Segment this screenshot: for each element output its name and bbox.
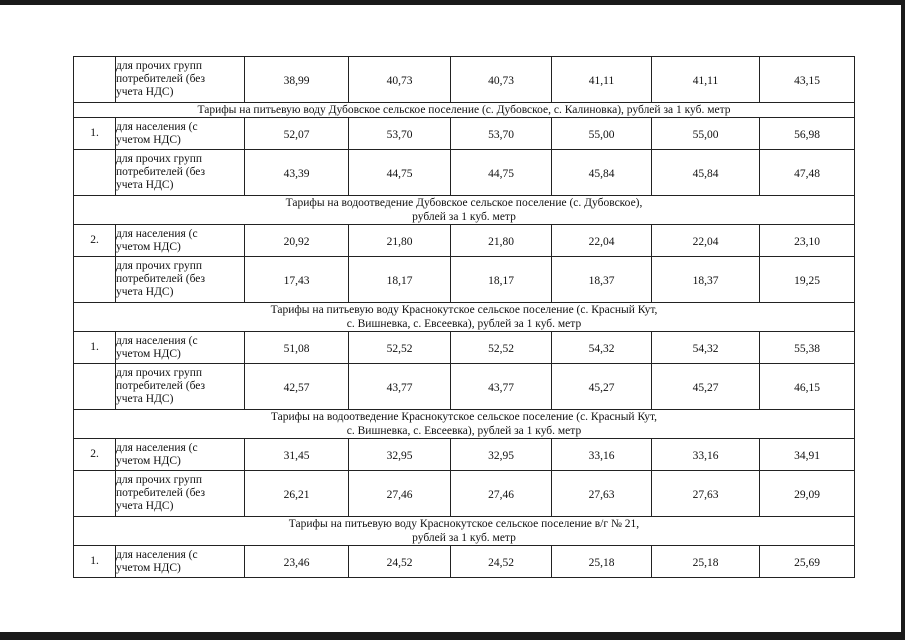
consumer-group-label-line: для прочих групп (116, 153, 203, 165)
tariff-value: 55,00 (692, 129, 719, 141)
consumer-group-label-line: для прочих групп (116, 474, 203, 486)
section-heading (74, 196, 855, 225)
section-heading (74, 517, 855, 546)
section-heading (74, 103, 855, 118)
table-row (74, 118, 855, 150)
tariff-value-cell (652, 150, 760, 196)
tariff-value: 43,39 (283, 168, 310, 180)
tariff-value-cell (552, 471, 652, 517)
tariff-value: 31,45 (283, 450, 310, 462)
section-heading-row (74, 196, 855, 225)
tariff-value-cell (349, 546, 451, 578)
consumer-group-label (116, 57, 245, 103)
tariff-value-cell (652, 439, 760, 471)
tariff-value: 43,77 (386, 382, 413, 394)
row-number: 1. (74, 118, 116, 150)
tariff-value: 18,37 (588, 275, 615, 287)
tariff-value-cell (451, 118, 552, 150)
tariff-value-cell (451, 332, 552, 364)
tariff-value: 18,37 (692, 275, 719, 287)
tariff-value: 41,11 (588, 75, 615, 87)
tariff-value: 41,11 (692, 75, 719, 87)
row-number (74, 150, 116, 196)
consumer-group-label-line: учета НДС) (116, 86, 174, 98)
row-number (74, 471, 116, 517)
tariff-value-cell (451, 471, 552, 517)
section-heading-line: Тарифы на питьевую воду Краснокутское сельское поселение в/г № 21, (288, 518, 640, 530)
table-row (74, 257, 855, 303)
row-number: 2. (74, 439, 116, 471)
section-heading (74, 410, 855, 439)
tariff-value: 53,70 (386, 129, 413, 141)
tariff-value-cell (652, 257, 760, 303)
tariff-value-cell (451, 257, 552, 303)
tariff-value: 23,10 (794, 236, 820, 248)
section-heading (74, 303, 855, 332)
tariff-value: 45,84 (692, 168, 719, 180)
tariff-value-cell (552, 257, 652, 303)
tariff-value: 45,84 (588, 168, 615, 180)
tariff-value: 22,04 (588, 236, 615, 248)
consumer-group-label-line: учета НДС) (116, 500, 174, 512)
table-row (74, 57, 855, 103)
tariff-value-cell (245, 150, 349, 196)
consumer-group-label (116, 439, 245, 471)
consumer-group-label (116, 225, 245, 257)
row-number: 1. (74, 546, 116, 578)
tariff-value: 25,69 (794, 557, 820, 569)
tariff-value-cell (349, 225, 451, 257)
tariff-value: 17,43 (283, 275, 310, 287)
tariff-value-cell (552, 118, 652, 150)
tariff-value-cell (451, 57, 552, 103)
consumer-group-label-line: потребителей (без (116, 380, 206, 392)
consumer-group-label (116, 546, 245, 578)
tariff-value-cell (760, 118, 855, 150)
tariff-value: 45,27 (588, 382, 615, 394)
tariff-value-cell (245, 471, 349, 517)
row-number (74, 364, 116, 410)
consumer-group-label (116, 257, 245, 303)
tariff-value-cell (245, 332, 349, 364)
consumer-group-label-line: учетом НДС) (116, 454, 181, 467)
tariff-value: 32,95 (488, 450, 514, 462)
tariff-value: 32,95 (386, 450, 413, 462)
tariff-value: 38,99 (283, 75, 310, 87)
tariff-value: 33,16 (692, 450, 719, 462)
section-heading-line: Тарифы на питьевую воду Краснокутское сельское поселение (с. Красный Кут, (270, 304, 658, 316)
tariff-value-cell (552, 439, 652, 471)
tariff-value-cell (760, 257, 855, 303)
tariff-value-cell (349, 364, 451, 410)
consumer-group-label-line: потребителей (без (116, 166, 206, 178)
tariff-value-cell (451, 439, 552, 471)
tariff-value-cell (245, 57, 349, 103)
tariff-value: 33,16 (588, 450, 615, 462)
row-number: 1. (74, 332, 116, 364)
tariff-value: 26,21 (283, 489, 310, 501)
section-heading-row (74, 410, 855, 439)
section-heading-line: Тарифы на водоотведение Краснокутское сельское поселение (с. Красный Кут, (270, 411, 658, 423)
row-number: 2. (74, 225, 116, 257)
consumer-group-label-line: для прочих групп (116, 260, 203, 272)
table-row (74, 150, 855, 196)
tariff-value: 52,07 (283, 129, 310, 141)
tariff-value: 52,52 (488, 343, 514, 355)
consumer-group-label-line: учетом НДС) (116, 240, 181, 253)
tariff-value-cell (245, 257, 349, 303)
tariff-table (73, 56, 855, 578)
consumer-group-label (116, 118, 245, 150)
tariff-value: 27,46 (488, 489, 514, 501)
tariff-value: 21,80 (488, 236, 514, 248)
consumer-group-label-line: учета НДС) (116, 179, 174, 191)
tariff-value: 23,46 (283, 557, 310, 569)
tariff-value: 47,48 (794, 168, 820, 180)
tariff-value: 44,75 (488, 168, 514, 180)
table-row (74, 225, 855, 257)
tariff-value-cell (245, 225, 349, 257)
consumer-group-label-line: учетом НДС) (116, 561, 181, 574)
tariff-value: 25,18 (692, 557, 719, 569)
consumer-group-label (116, 150, 245, 196)
tariff-value: 27,63 (588, 489, 615, 501)
tariff-value-cell (760, 471, 855, 517)
tariff-value-cell (451, 150, 552, 196)
tariff-value: 25,18 (588, 557, 615, 569)
section-heading-line: рублей за 1 куб. метр (412, 211, 516, 223)
scan-border-right (901, 0, 905, 640)
tariff-value: 27,63 (692, 489, 719, 501)
consumer-group-label-line: для прочих групп (116, 367, 203, 379)
row-number (74, 57, 116, 103)
tariff-value-cell (245, 118, 349, 150)
consumer-group-label-line: для прочих групп (116, 60, 203, 72)
tariff-value: 45,27 (692, 382, 719, 394)
tariff-value: 43,77 (488, 382, 514, 394)
tariff-value-cell (552, 225, 652, 257)
tariff-value-cell (652, 332, 760, 364)
consumer-group-label-line: учета НДС) (116, 286, 174, 298)
tariff-value: 56,98 (794, 129, 820, 141)
scan-border-bottom (0, 632, 905, 640)
tariff-value-cell (245, 439, 349, 471)
tariff-value-cell (760, 150, 855, 196)
tariff-value: 34,91 (794, 450, 820, 462)
consumer-group-label-line: потребителей (без (116, 73, 206, 85)
tariff-value: 55,00 (588, 129, 615, 141)
tariff-value: 27,46 (386, 489, 413, 501)
section-heading-row (74, 103, 855, 118)
tariff-value-cell (349, 332, 451, 364)
consumer-group-label-line: потребителей (без (116, 487, 206, 499)
tariff-value: 42,57 (283, 382, 310, 394)
tariff-value: 40,73 (386, 75, 413, 87)
tariff-value-cell (760, 439, 855, 471)
scan-border-top (0, 0, 905, 5)
tariff-value: 46,15 (794, 382, 820, 394)
tariff-value-cell (451, 546, 552, 578)
tariff-value-cell (552, 57, 652, 103)
consumer-group-label-line: для населения (с (116, 227, 198, 240)
section-heading-line: Тарифы на питьевую воду Дубовское сельское поселение (с. Дубовское, с. Калиновка), рублей за 1 куб. метр (197, 104, 731, 116)
tariff-value-cell (652, 118, 760, 150)
consumer-group-label-line: для населения (с (116, 334, 198, 347)
tariff-value-cell (349, 118, 451, 150)
tariff-value: 55,38 (794, 343, 820, 355)
tariff-value: 24,52 (488, 557, 514, 569)
tariff-value-cell (451, 364, 552, 410)
table-row (74, 332, 855, 364)
tariff-value-cell (349, 150, 451, 196)
section-heading-line: с. Вишневка, с. Евсеевка), рублей за 1 куб. метр (346, 425, 582, 437)
tariff-value-cell (760, 364, 855, 410)
tariff-value-cell (552, 546, 652, 578)
tariff-value: 43,15 (794, 75, 820, 87)
tariff-value: 19,25 (794, 275, 820, 287)
consumer-group-label-line: для населения (с (116, 120, 198, 133)
tariff-value: 44,75 (386, 168, 413, 180)
tariff-value: 21,80 (386, 236, 413, 248)
tariff-value-cell (760, 57, 855, 103)
tariff-value-cell (245, 546, 349, 578)
table-row (74, 546, 855, 578)
tariff-value: 51,08 (283, 343, 310, 355)
tariff-value: 54,32 (588, 343, 615, 355)
tariff-value-cell (349, 257, 451, 303)
consumer-group-label (116, 364, 245, 410)
tariff-value-cell (652, 225, 760, 257)
consumer-group-label (116, 332, 245, 364)
tariff-value: 40,73 (488, 75, 514, 87)
tariff-value: 53,70 (488, 129, 514, 141)
tariff-value-cell (349, 439, 451, 471)
tariff-value-cell (760, 225, 855, 257)
consumer-group-label (116, 471, 245, 517)
tariff-value-cell (245, 364, 349, 410)
table-row (74, 364, 855, 410)
table-row (74, 439, 855, 471)
tariff-value-cell (552, 332, 652, 364)
consumer-group-label-line: для населения (с (116, 548, 198, 561)
tariff-value-cell (652, 546, 760, 578)
consumer-group-label-line: учета НДС) (116, 393, 174, 405)
consumer-group-label-line: учетом НДС) (116, 347, 181, 360)
tariff-value-cell (451, 225, 552, 257)
tariff-value: 52,52 (386, 343, 413, 355)
row-number (74, 257, 116, 303)
consumer-group-label-line: для населения (с (116, 441, 198, 454)
section-heading-line: с. Вишневка, с. Евсеевка), рублей за 1 куб. метр (346, 318, 582, 330)
consumer-group-label-line: учетом НДС) (116, 133, 181, 146)
tariff-value: 22,04 (692, 236, 719, 248)
tariff-value: 20,92 (283, 236, 310, 248)
tariff-value-cell (652, 471, 760, 517)
tariff-value-cell (349, 57, 451, 103)
tariff-value-cell (652, 57, 760, 103)
table-row (74, 471, 855, 517)
tariff-value-cell (760, 332, 855, 364)
tariff-value-cell (552, 150, 652, 196)
section-heading-line: Тарифы на водоотведение Дубовское сельское поселение (с. Дубовское), (285, 197, 643, 209)
section-heading-row (74, 303, 855, 332)
tariff-value: 54,32 (692, 343, 719, 355)
tariff-value: 18,17 (386, 275, 413, 287)
section-heading-row (74, 517, 855, 546)
tariff-value-cell (652, 364, 760, 410)
tariff-value-cell (349, 471, 451, 517)
consumer-group-label-line: потребителей (без (116, 273, 206, 285)
tariff-value: 24,52 (386, 557, 413, 569)
tariff-value: 29,09 (794, 489, 820, 501)
tariff-value-cell (552, 364, 652, 410)
section-heading-line: рублей за 1 куб. метр (412, 532, 516, 544)
tariff-value: 18,17 (488, 275, 514, 287)
tariff-value-cell (760, 546, 855, 578)
